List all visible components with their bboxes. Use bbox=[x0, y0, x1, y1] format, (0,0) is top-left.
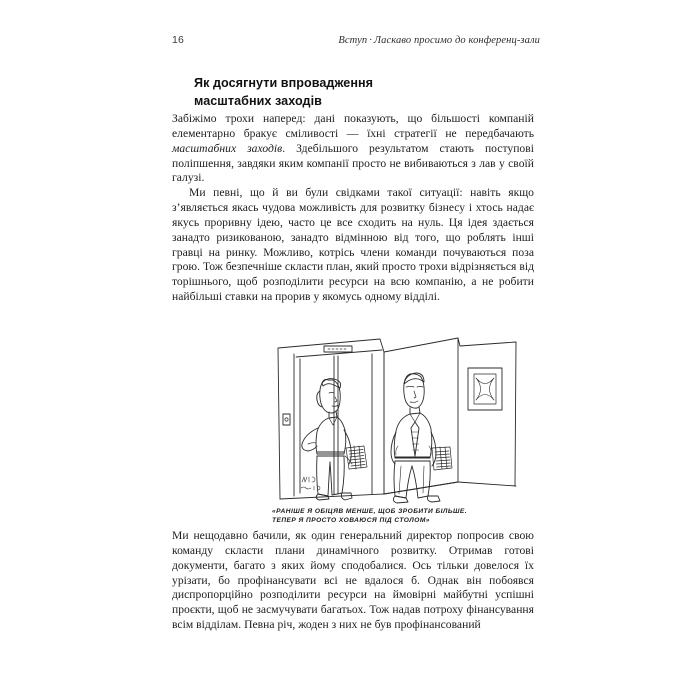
paragraph-1-segment-2: . Здебільшого результатом стають поступові поліпшення, завдяки яким компанії просто не вибиваються з лав у своїй галузі. bbox=[172, 141, 534, 185]
running-head-separator: · bbox=[369, 35, 372, 46]
paragraph-3: Ми нещодавно бачили, як один генеральний директор попросив свою команду скласти плани динамічного розвитку. Отримав готові документи, багато з яких йому сподобалися. Ось тільки довелося їх урізати, бо профінансувати всі не вдалося б. Однак він побоявся диспропорційно розподілити ресурси на ймовірні майбутні успішні проєкти, щоб не засмучувати багатьох. Тож надав потроху фінансування всім відділам. Певна річ, жоден з них не був профінансований bbox=[172, 529, 534, 632]
paragraph-2: Ми певні, що й ви були свідками такої ситуації: навіть якщо з’являється якась чудова можливість для розвитку бізнесу і хтось надає якусь проривну ідею, часто це все сходить на нуль. Ця ідея здається занадто ризикованою, занадто відмінною від того, що роблять інші гравці на ринку. Можливо, котрісь члени команди почуваються поза грою. Тож безпечніше скласти план, який просто трохи відрізняється від торішнього, щоб розподілити ресурси на всю компанію, а не робити найбільші ставки на прорив у якомусь одному відділі. bbox=[172, 186, 534, 304]
page-number: 16 bbox=[172, 34, 185, 46]
paragraph-1-italic-term: масштабних заходів bbox=[172, 141, 283, 155]
body-text-lower bbox=[172, 529, 534, 633]
cartoon-caption-line-1: «РАНІШЕ Я ОБІЦЯВ МЕНШЕ, ЩОБ ЗРОБИТИ БІЛЬШЕ. bbox=[272, 508, 467, 515]
running-head-chapter: Ласкаво просимо до конференц-зали bbox=[373, 35, 540, 46]
running-head-title bbox=[338, 35, 540, 46]
body-text-upper bbox=[172, 112, 534, 305]
paragraph-1-segment-1: Забіжімо трохи наперед: дані показують, що більшості компаній елементарно бракує сміливості — їхні стратегії не передбачають bbox=[172, 112, 534, 140]
paragraph-1 bbox=[172, 112, 534, 186]
cartoon-caption bbox=[272, 507, 520, 526]
cartoon-drawing bbox=[272, 336, 520, 511]
cartoon-caption-line-2: ТЕПЕР Я ПРОСТО ХОВАЮСЯ ПІД СТОЛОМ» bbox=[272, 517, 430, 525]
running-head bbox=[172, 34, 540, 52]
section-heading-line-2: масштабних заходів bbox=[194, 94, 322, 109]
cartoon-illustration bbox=[272, 336, 520, 536]
section-heading bbox=[194, 74, 524, 110]
section-heading-line-1: Як досягнути впровадження bbox=[194, 76, 374, 91]
running-head-part: Вступ bbox=[338, 35, 368, 46]
